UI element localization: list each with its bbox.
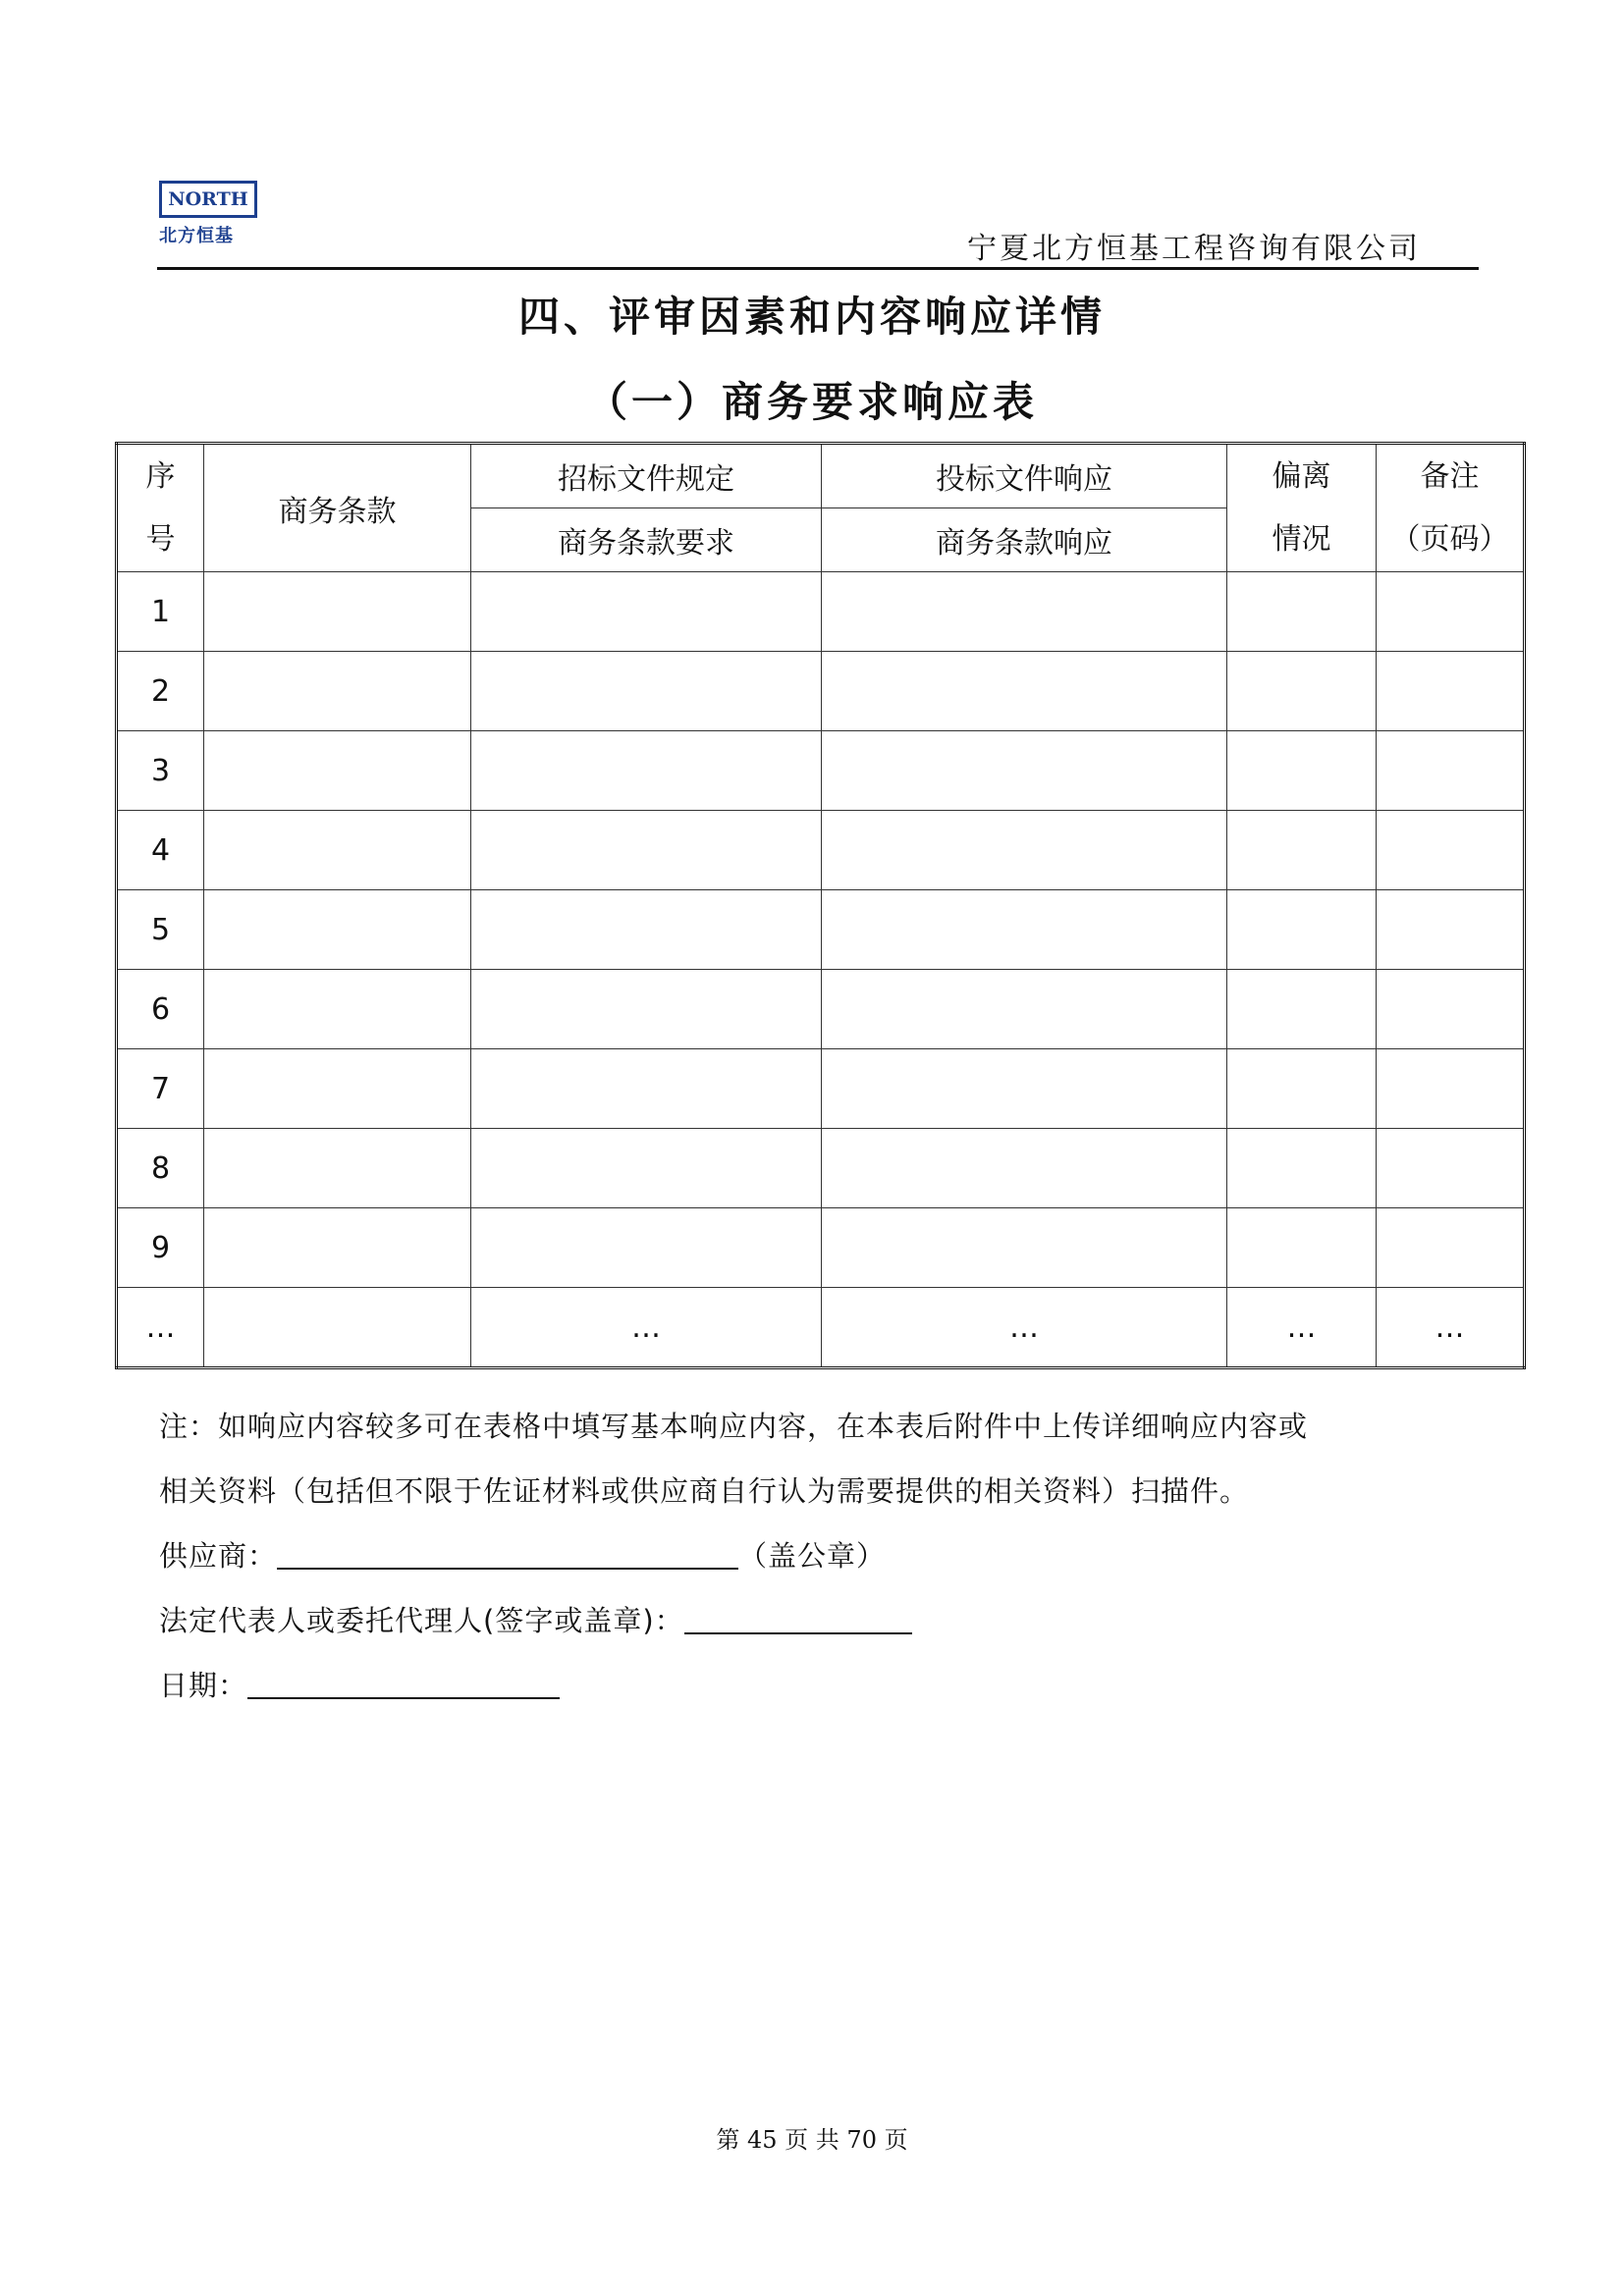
table-row: [117, 731, 1525, 811]
supplier-suffix: （盖公章）: [738, 1539, 887, 1573]
notes-section: [159, 1394, 1308, 1718]
header-tender-group: 招标文件规定: [471, 444, 822, 508]
cell-deviation[interactable]: [1227, 1208, 1377, 1288]
cell-remark[interactable]: [1377, 731, 1525, 811]
header-clause: 商务条款: [204, 444, 471, 572]
row-no: 6: [117, 970, 204, 1049]
cell-clause[interactable]: [204, 811, 471, 890]
cell-response[interactable]: [822, 1129, 1227, 1208]
row-no: …: [117, 1288, 204, 1368]
logo-cn-text: 北方恒基: [159, 226, 234, 246]
cell-response[interactable]: [822, 970, 1227, 1049]
table-row: [117, 1208, 1525, 1288]
row-no: 5: [117, 890, 204, 970]
cell-clause[interactable]: [204, 970, 471, 1049]
table-header-row: [117, 444, 1525, 508]
cell-deviation[interactable]: [1227, 970, 1377, 1049]
company-logo: [159, 181, 257, 247]
cell-remark[interactable]: [1377, 1049, 1525, 1129]
cell-clause[interactable]: [204, 1208, 471, 1288]
cell-clause[interactable]: [204, 890, 471, 970]
cell-requirement[interactable]: [471, 652, 822, 731]
header-deviation-top: 偏离: [1272, 458, 1331, 494]
cell-deviation[interactable]: [1227, 1049, 1377, 1129]
table-row: [117, 572, 1525, 652]
header-bid-group: 投标文件响应: [822, 444, 1227, 508]
cell-response[interactable]: [822, 811, 1227, 890]
cell-remark[interactable]: [1377, 652, 1525, 731]
cell-response[interactable]: [822, 731, 1227, 811]
row-no: 8: [117, 1129, 204, 1208]
table-row: [117, 1288, 1525, 1368]
cell-clause[interactable]: [204, 731, 471, 811]
cell-response[interactable]: [822, 1049, 1227, 1129]
page-title: 四、评审因素和内容响应详情: [517, 293, 1106, 341]
cell-response[interactable]: [822, 890, 1227, 970]
cell-response[interactable]: [822, 1208, 1227, 1288]
date-field[interactable]: [247, 1668, 560, 1699]
row-no: 1: [117, 572, 204, 652]
cell-requirement[interactable]: [471, 1049, 822, 1129]
supplier-line: [159, 1523, 1308, 1588]
cell-deviation[interactable]: [1227, 572, 1377, 652]
representative-label: 法定代表人或委托代理人(签字或盖章)：: [159, 1604, 684, 1637]
row-no: 4: [117, 811, 204, 890]
cell-requirement[interactable]: [471, 890, 822, 970]
cell-clause[interactable]: [204, 652, 471, 731]
row-no: 7: [117, 1049, 204, 1129]
table-row: [117, 811, 1525, 890]
cell-deviation[interactable]: [1227, 890, 1377, 970]
representative-line: [159, 1588, 1308, 1653]
cell-requirement[interactable]: …: [471, 1288, 822, 1368]
cell-clause[interactable]: [204, 1049, 471, 1129]
cell-clause[interactable]: [204, 572, 471, 652]
cell-requirement[interactable]: [471, 1208, 822, 1288]
cell-deviation[interactable]: [1227, 811, 1377, 890]
representative-field[interactable]: [684, 1603, 912, 1634]
table-row: [117, 970, 1525, 1049]
cell-response[interactable]: [822, 572, 1227, 652]
note-line-1: 注：如响应内容较多可在表格中填写基本响应内容，在本表后附件中上传详细响应内容或: [159, 1410, 1309, 1443]
cell-response[interactable]: …: [822, 1288, 1227, 1368]
header-seq: [117, 444, 204, 572]
date-line: [159, 1653, 1308, 1718]
business-response-table: [115, 442, 1526, 1369]
header-remark-top: 备注: [1420, 458, 1480, 494]
header-bid-sub: 商务条款响应: [822, 508, 1227, 572]
cell-requirement[interactable]: [471, 731, 822, 811]
header-seq-top: 序: [145, 458, 176, 494]
header-deviation-bottom: 情况: [1272, 521, 1331, 557]
cell-remark[interactable]: [1377, 1208, 1525, 1288]
cell-deviation[interactable]: [1227, 731, 1377, 811]
cell-requirement[interactable]: [471, 572, 822, 652]
cell-requirement[interactable]: [471, 1129, 822, 1208]
row-no: 9: [117, 1208, 204, 1288]
cell-clause[interactable]: [204, 1129, 471, 1208]
header-tender-sub: 商务条款要求: [471, 508, 822, 572]
cell-response[interactable]: [822, 652, 1227, 731]
header-seq-bottom: 号: [145, 521, 176, 557]
supplier-field[interactable]: [277, 1538, 738, 1570]
table-row: [117, 1049, 1525, 1129]
cell-remark[interactable]: …: [1377, 1288, 1525, 1368]
supplier-label: 供应商：: [159, 1539, 278, 1573]
cell-remark[interactable]: [1377, 970, 1525, 1049]
header-deviation: [1227, 444, 1377, 572]
table-row: [117, 890, 1525, 970]
note-line-2: 相关资料（包括但不限于佐证材料或供应商自行认为需要提供的相关资料）扫描件。: [159, 1474, 1250, 1508]
cell-remark[interactable]: [1377, 1129, 1525, 1208]
page-footer: 第 45 页 共 70 页: [716, 2126, 908, 2154]
logo-text: NORTH: [159, 181, 257, 218]
date-label: 日期：: [159, 1669, 248, 1702]
cell-deviation[interactable]: …: [1227, 1288, 1377, 1368]
cell-deviation[interactable]: [1227, 1129, 1377, 1208]
header-remark: [1377, 444, 1525, 572]
table-row: [117, 1129, 1525, 1208]
cell-deviation[interactable]: [1227, 652, 1377, 731]
cell-remark[interactable]: [1377, 890, 1525, 970]
page-subtitle: （一）商务要求响应表: [585, 378, 1038, 426]
cell-requirement[interactable]: [471, 811, 822, 890]
row-no: 2: [117, 652, 204, 731]
table-row: [117, 652, 1525, 731]
cell-remark[interactable]: [1377, 572, 1525, 652]
cell-remark[interactable]: [1377, 811, 1525, 890]
row-no: 3: [117, 731, 204, 811]
company-name: 宁夏北方恒基工程咨询有限公司: [967, 232, 1421, 266]
header-remark-bottom: （页码）: [1390, 521, 1509, 557]
cell-clause[interactable]: [204, 1288, 471, 1368]
header-divider: [157, 267, 1479, 270]
cell-requirement[interactable]: [471, 970, 822, 1049]
